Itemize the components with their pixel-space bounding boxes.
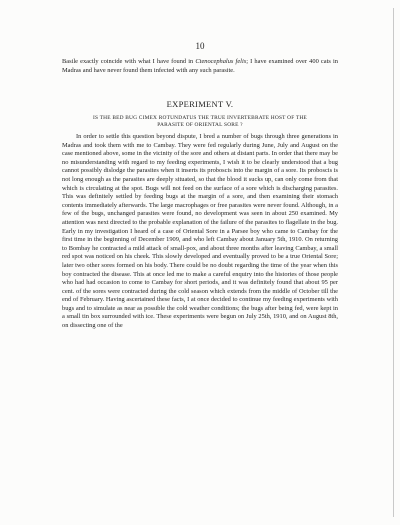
species-name: Ctenocephalus felis [195, 58, 247, 65]
experiment-subheading [62, 115, 338, 130]
subheading-line-1: IS THE BED BUG CIMEX ROTUNDATUS THE TRUE INVERTEBRATE HOST OF THE [93, 115, 307, 121]
subheading-line-2: PARASITE OF ORIENTAL SORE ? [157, 122, 243, 129]
intro-text-start: Basile exactly coincide with what I have found in [62, 58, 196, 65]
intro-paragraph [62, 58, 338, 75]
experiment-heading: EXPERIMENT V. [166, 99, 234, 109]
body-paragraph [62, 133, 338, 331]
page-number: 10 [195, 41, 205, 51]
body-text: In order to settle this question beyond dispute, I bred a number of bugs through three generations in Madras and took them with me to Cambay. They were fed regularly during June, July and August on the case mentioned above, some in the vicinity of the sore and others at distant parts. In order that there may be no misunderstanding with regard to my feeding experiments, I wish it to be clearly understood that a bug cannot possibly dislodge the parasites when it inserts its proboscis into the margin of a sore. Its proboscis is not long enough as the parasites are deeply situated, so that the blood it sucks up, can only come from that which is circulating at the spot. Bugs will not feed on the surface of a sore which is discharging parasites. This was definitely settled by feeding bugs at the margin of a sore, and then examining their stomach contents immediately afterwards. The large macrophages or free parasites were never found. Although, in a few of the bugs, unchanged parasites were found, no development was seen in about 250 examined. My attention was next directed to the probable explanation of the failure of the parasites to flagellate in the bug. Early in my investigation I heard of a case of Oriental Sore in a Parsee boy who came to Cambay for the first time in the beginning of December 1909, and who left Cambay about January 5th, 1910. On returning to Bombay he contracted a mild attack of small-pox, and about three months after leaving Cambay, a small red spot was noticed on his cheek. This slowly developed and eventually proved to be a true Oriental Sore; later two other sores formed on his body. There could be no doubt regarding the time of the year when this boy contracted the disease. This at once led me to make a careful enquiry into the histories of those people who had had occasion to come to Cambay for short periods, and it was definitely found that about 95 per cent. of the sores were contracted during the cold season which extends from the middle of October till the end of February. Having ascertained these facts, I at once decided to continue my feeding experiments with bugs and to simulate as near as possible the cold weather conditions; the bugs after being fed, were kept in a small tin box surrounded with ice. These experiments were begun on July 25th, 1910, and on August 8th, on dissecting one of the [62, 133, 338, 330]
page-edge-divider [393, 8, 394, 517]
intro-text-end: ; I have examined over 400 cats in Madras and have never found them infected with any such parasite. [62, 58, 339, 74]
